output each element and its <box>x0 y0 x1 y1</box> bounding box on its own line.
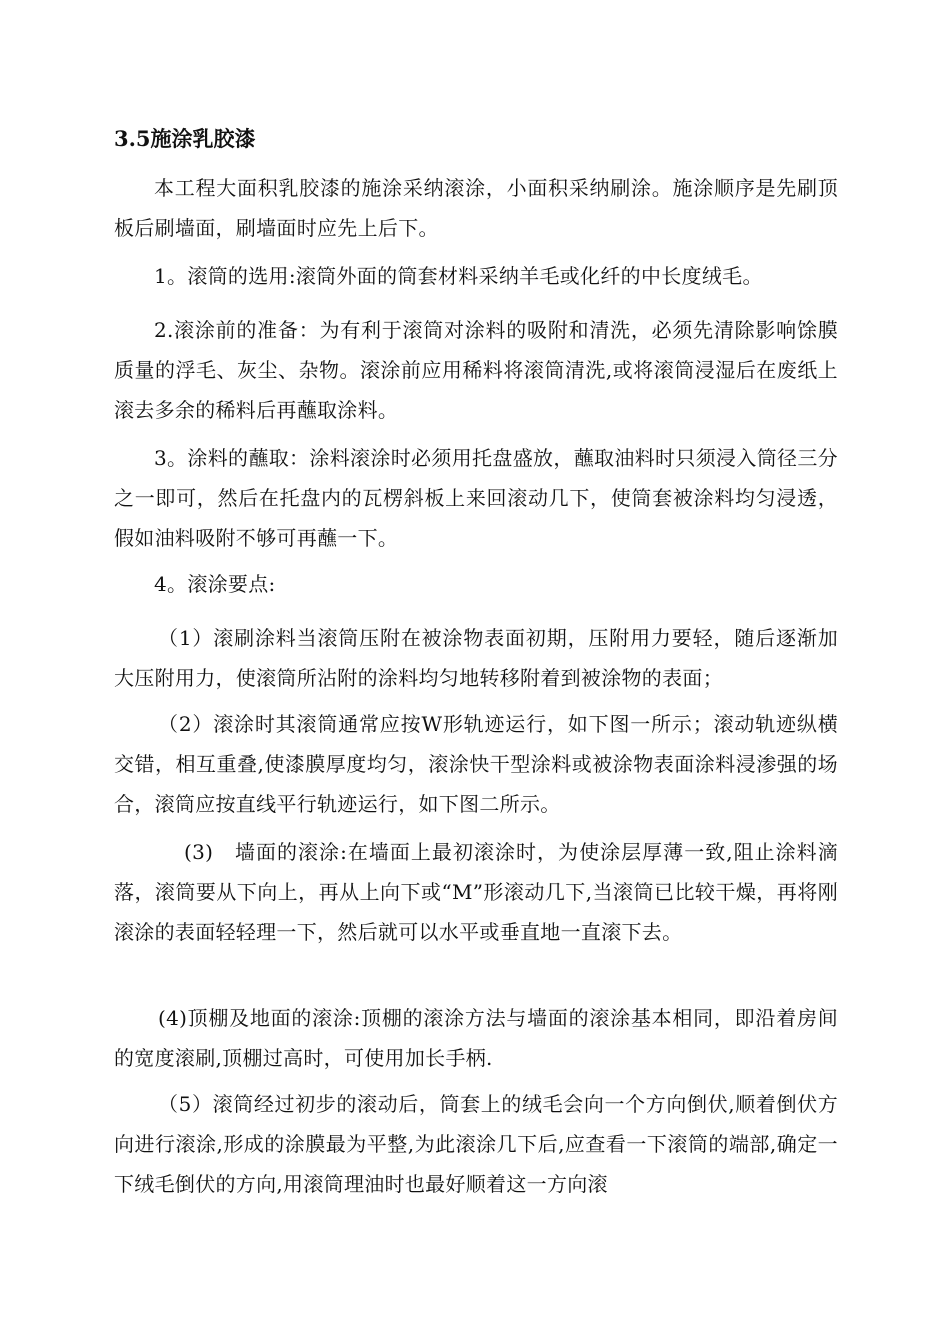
paragraph-point-2: （2）滚涂时其滚筒通常应按W形轨迹运行，如下图一所示；滚动轨迹纵横交错，相互重叠,使漆膜厚度均匀，滚涂快干型涂料或被涂物表面涂料浸渗强的场合，滚筒应按直线平行轨迹运行，如下图二所示。 <box>114 712 838 816</box>
paragraph-point-5: （5）滚筒经过初步的滚动后，筒套上的绒毛会向一个方向倒伏,顺着倒伏方向进行滚涂,形成的涂膜最为平整,为此滚涂几下后,应查看一下滚筒的端部,确定一下绒毛倒伏的方向,用滚筒理油时也最好顺着这一方向滚 <box>114 1092 838 1196</box>
paragraph-point-4: (4)顶棚及地面的滚涂:顶棚的滚涂方法与墙面的滚涂基本相同，即沿着房间的宽度滚刷,顶棚过高时，可使用加长手柄. <box>114 1006 838 1070</box>
section-heading: 3.5施涂乳胶漆 <box>114 126 256 151</box>
paragraph-key-points: 4。滚涂要点: <box>154 572 276 596</box>
paragraph-paint-dipping: 3。涂料的蘸取：涂料滚涂时必须用托盘盛放，蘸取油料时只须浸入筒径三分之一即可，然后在托盘内的瓦楞斜板上来回滚动几下，使筒套被涂料均匀浸透，假如油料吸附不够可再蘸一下。 <box>114 446 838 550</box>
paragraph-point-1: （1）滚刷涂料当滚筒压附在被涂物表面初期，压附用力要轻，随后逐渐加大压附用力，使滚筒所沾附的涂料均匀地转移附着到被涂物的表面； <box>114 626 838 690</box>
paragraph-roller-selection: 1。滚筒的选用:滚筒外面的筒套材料采纳羊毛或化纤的中长度绒毛。 <box>154 264 763 288</box>
paragraph-preparation: 2.滚涂前的准备：为有利于滚筒对涂料的吸附和清洗，必须先清除影响馀膜质量的浮毛、灰尘、杂物。滚涂前应用稀料将滚筒清洗,或将滚筒浸湿后在废纸上滚去多余的稀料后再蘸取涂料。 <box>114 318 838 422</box>
paragraph-point-3: (3) 墙面的滚涂:在墙面上最初滚涂时，为使涂层厚薄一致,阻止涂料滴落，滚筒要从下向上，再从上向下或“M”形滚动几下,当滚筒已比较干燥，再将刚滚涂的表面轻轻理一下，然后就可以水平或垂直地一直滚下去。 <box>114 840 838 944</box>
paragraph-intro: 本工程大面积乳胶漆的施涂采纳滚涂，小面积采纳刷涂。施涂顺序是先刷顶板后刷墙面，刷墙面时应先上后下。 <box>114 176 838 240</box>
